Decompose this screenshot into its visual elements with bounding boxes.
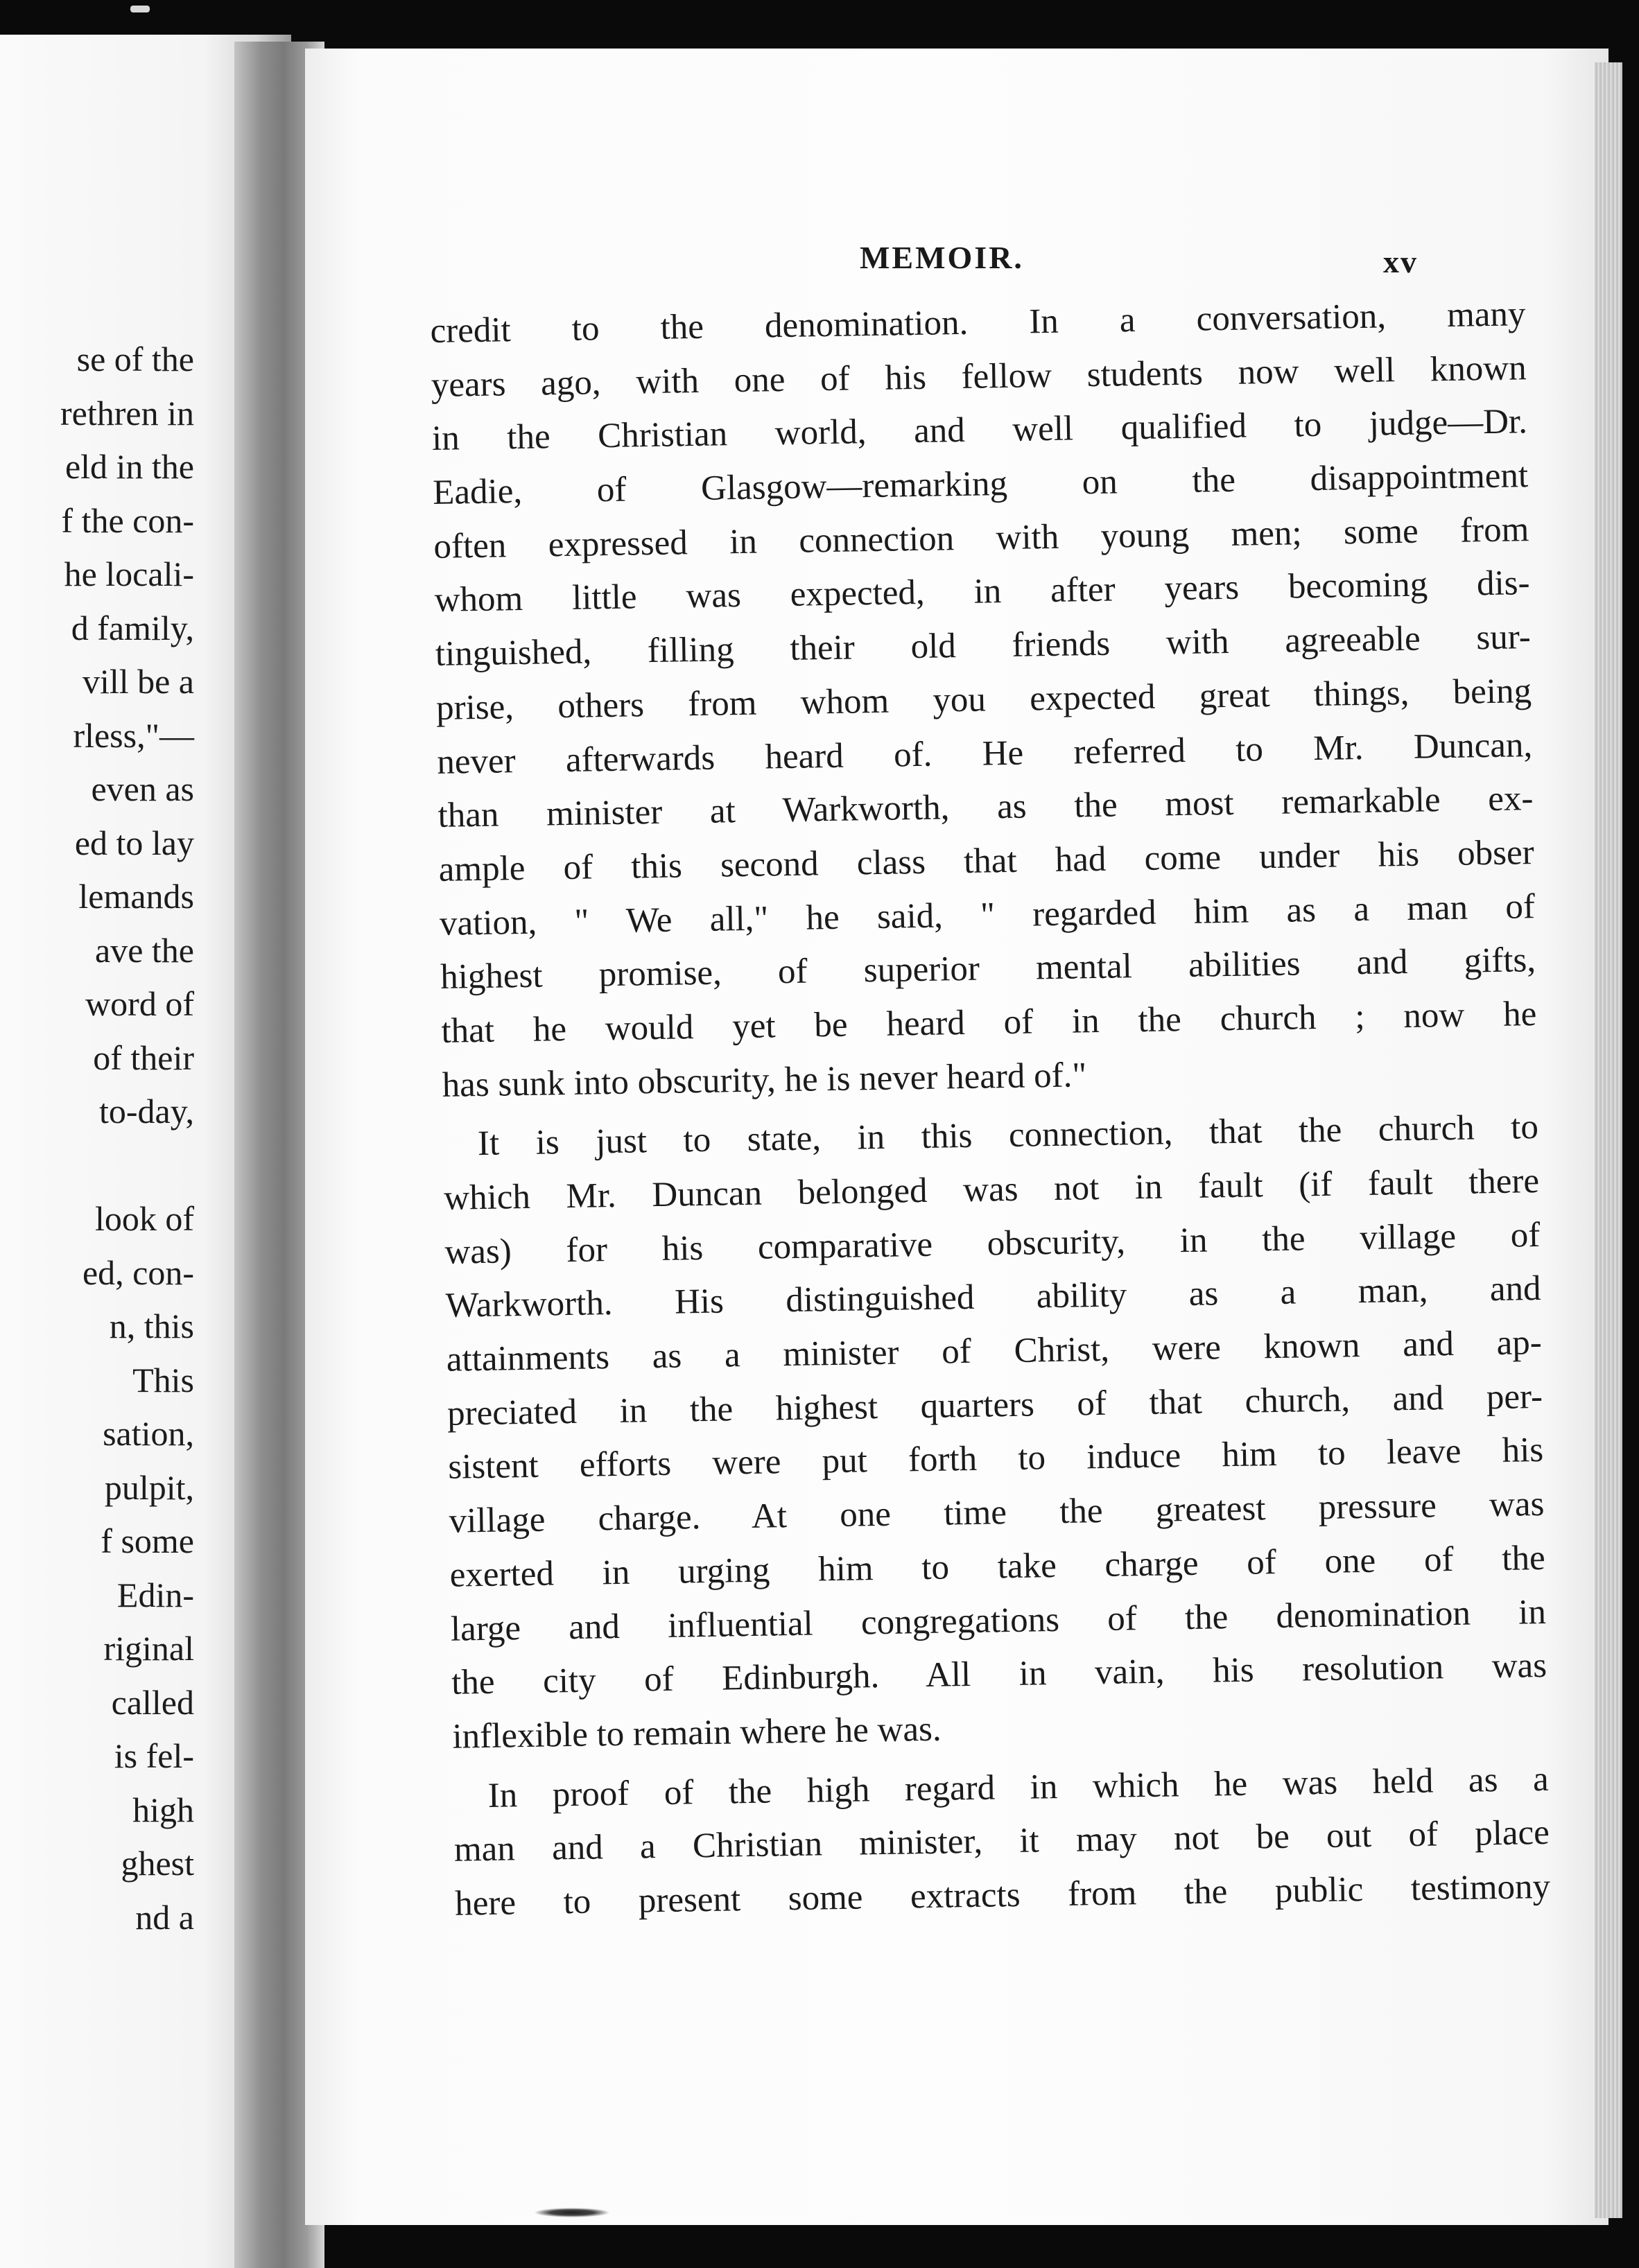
text-line: prise, others from whom you expected great things, being [435, 671, 1532, 728]
left-text-line: is fel- [114, 1736, 194, 1775]
left-text-line: f some [101, 1521, 194, 1560]
left-text-line: lemands [78, 877, 194, 916]
left-text-line: pulpit, [104, 1467, 194, 1507]
text-line: tinguished, filling their old friends with agreeable sur- [435, 618, 1532, 674]
text-line: here to present some extracts from the public testimony [454, 1867, 1551, 1924]
left-page-text [0, 333, 194, 1944]
left-text-line: sation, [103, 1414, 194, 1453]
text-line: the city of Edinburgh. All in vain, his resolution was [451, 1646, 1547, 1702]
text-line: large and influential congregations of the denomination in [450, 1592, 1547, 1649]
left-text-line: ghest [121, 1844, 194, 1883]
left-text-line: vill be a [82, 662, 194, 701]
left-text-line: f the con- [61, 500, 194, 540]
text-line: was) for his comparative obscurity, in the village of [444, 1215, 1541, 1272]
text-line: village charge. At one time the greatest pressure was [449, 1485, 1545, 1541]
text-line: ample of this second class that had come under his obser [438, 832, 1535, 889]
text-line: in the Christian world, and well qualified to judge—Dr. [431, 402, 1528, 459]
left-text-line: he locali- [64, 555, 194, 593]
text-line: attainments as a minister of Christ, were known and ap- [446, 1323, 1543, 1379]
right-page [305, 49, 1608, 2225]
left-text-line: nd a [135, 1897, 194, 1937]
left-text-line: riginal [103, 1629, 194, 1668]
text-line: than minister at Warkworth, as the most remarkable ex- [437, 779, 1534, 836]
left-text-line: d family, [71, 608, 194, 647]
text-line: highest promise, of superior mental abilities and gifts, [440, 941, 1536, 997]
text-line: man and a Christian minister, it may not be out of place [453, 1813, 1550, 1869]
text-line: sistent efforts were put forth to induce him to leave his [447, 1431, 1544, 1488]
scan-speck [130, 6, 150, 12]
left-text-line: eld in the [64, 447, 194, 486]
text-line: years ago, with one of his fellow students now well known [431, 348, 1527, 405]
body-text [430, 288, 1551, 1931]
left-text-line: word of [85, 984, 194, 1023]
page-number: xv [1383, 244, 1418, 279]
left-text-line: ed to lay [74, 823, 194, 862]
page-edges [1595, 62, 1622, 2218]
left-text-line: look of [94, 1199, 194, 1238]
left-text-line: rless,"— [73, 715, 194, 755]
text-line: In proof of the high regard in which he was held as a [487, 1759, 1550, 1815]
text-line: It is just to state, in this connection, that the church to [477, 1108, 1539, 1164]
left-text-line: se of the [76, 340, 194, 378]
text-line: whom little was expected, in after years becoming dis- [434, 564, 1530, 620]
left-text-line: of their [93, 1038, 194, 1077]
left-text-line: n, this [109, 1307, 194, 1345]
left-text-line: even as [91, 769, 194, 808]
text-line: inflexible to remain where he was. [452, 1709, 942, 1756]
left-text-line: to-day, [99, 1092, 194, 1131]
text-line: credit to the denomination. In a conversation, many [430, 295, 1526, 351]
left-text-line: called [111, 1682, 194, 1722]
left-text-line: ave the [95, 930, 194, 970]
left-text-line: rethren in [60, 393, 194, 433]
text-line: that he would yet be heard of in the church ; now he [441, 994, 1537, 1051]
left-text-line: Edin- [116, 1575, 194, 1614]
text-line: preciated in the highest quarters of that church, and per- [446, 1377, 1543, 1433]
running-head [305, 239, 1608, 288]
running-head-title: MEMOIR. [860, 240, 1024, 275]
text-line: which Mr. Duncan belonged was not in fault (if fault there [443, 1162, 1540, 1218]
text-line: Warkworth. His distinguished ability as a man, and [445, 1269, 1541, 1326]
text-line: vation, " We all," he said, " regarded him as a man of [439, 887, 1536, 943]
text-line: has sunk into obscurity, he is never heard of." [442, 1055, 1087, 1105]
scan-speck [534, 2208, 610, 2217]
text-line: exerted in urging him to take charge of one of the [449, 1538, 1546, 1595]
text-line: often expressed in connection with young men; some from [433, 509, 1529, 566]
left-text-line: ed, con- [82, 1253, 194, 1292]
left-text-line [0, 1139, 194, 1193]
text-line: Eadie, of Glasgow—remarking on the disappointment [432, 456, 1529, 513]
text-line: never afterwards heard of. He referred to Mr. Duncan, [436, 725, 1533, 782]
left-text-line: This [132, 1360, 194, 1399]
left-text-line: high [132, 1790, 194, 1829]
